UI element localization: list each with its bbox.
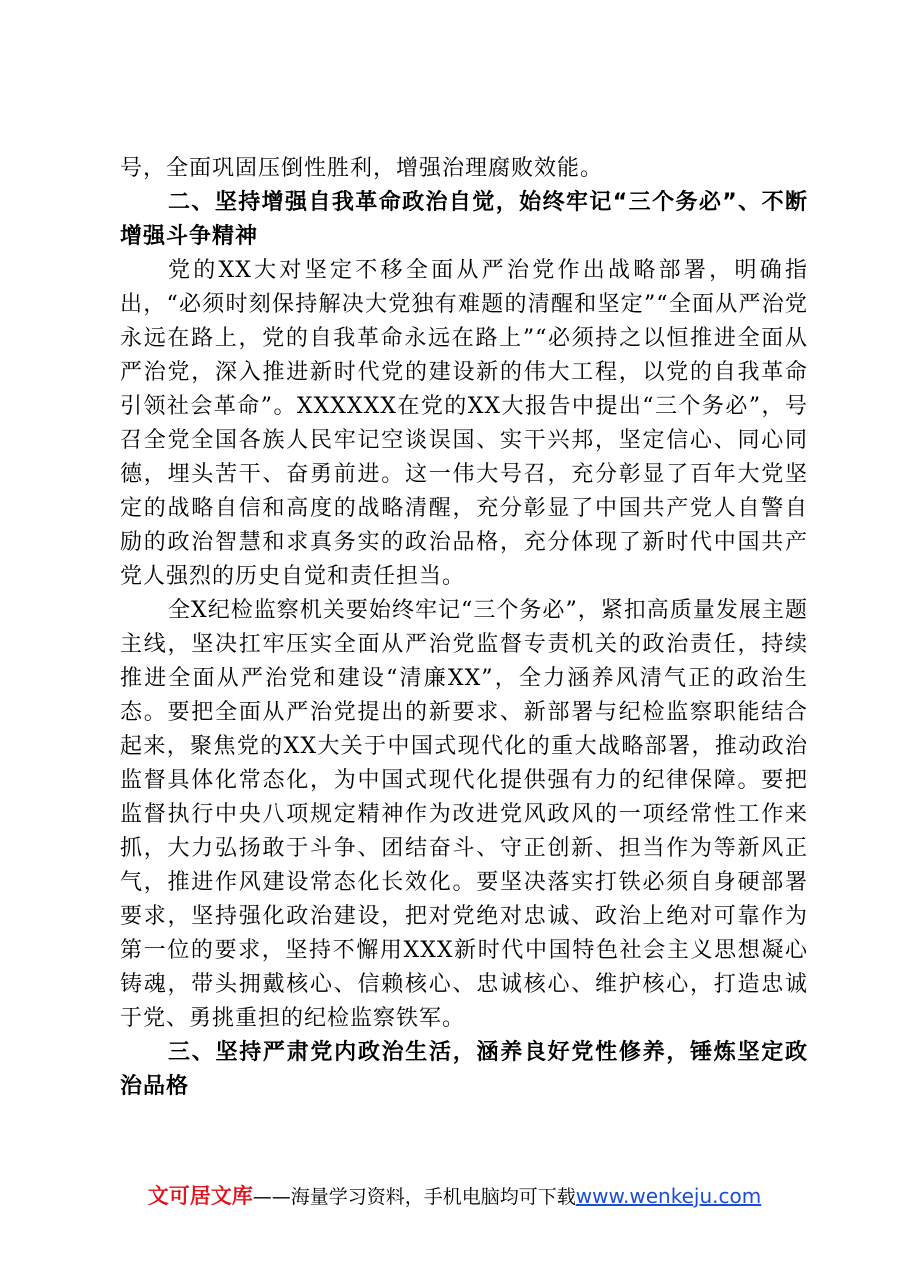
footer-link[interactable]: www.wenkeju.com — [575, 1184, 762, 1208]
section-heading-2: 二、坚持增强自我革命政治自觉，始终牢记“三个务必”、不断增强斗争精神 — [120, 190, 808, 249]
footer-banner — [0, 1180, 909, 1210]
footer-brand: 文可居文库 — [147, 1184, 253, 1208]
paragraph-body: 全X纪检监察机关要始终牢记“三个务必”，紧扣高质量发展主题主线，坚决扛牢压实全面从严治党监督专责机关的政治责任，持续推进全面从严治党和建设“清廉XX”，全力涵养风清气正的政治生态。要把全面从严治党提出的新要求、新部署与纪检监察职能结合起来，聚焦党的XX大关于中国式现代化的重大战略部署，推动政治监督具体化常态化，为中国式现代化提供强有力的纪律保障。要把监督执行中央八项规定精神作为改进党风政风的一项经常性工作来抓，大力弘扬敢于斗争、团结奋斗、守正创新、担当作为等新风正气，推进作风建设常态化长效化。要坚决落实打铁必须自身硬部署要求，坚持强化政治建设，把对党绝对忠诚、政治上绝对可靠作为第一位的要求，坚持不懈用XXX新时代中国特色社会主义思想凝心铸魂，带头拥戴核心、信赖核心、忠诚核心、维护核心，打造忠诚于党、勇挑重担的纪检监察铁军。 — [120, 598, 808, 1031]
section-heading-3: 三、坚持严肃党内政治生活，涵养良好党性修养，锤炼坚定政治品格 — [120, 1040, 808, 1099]
document-body — [120, 152, 808, 1104]
footer-slogan: ——海量学习资料，手机电脑均可下载 — [252, 1186, 576, 1208]
paragraph-continuation: 号，全面巩固压倒性胜利，增强治理腐败效能。 — [120, 156, 604, 181]
paragraph-body: 党的XX大对坚定不移全面从严治党作出战略部署，明确指出，“必须时刻保持解决大党独有难题的清醒和坚定”“全面从严治党永远在路上，党的自我革命永远在路上”“必须持之以恒推进全面从严治党，深入推进新时代党的建设新的伟大工程，以党的自我革命引领社会革命”。XXXXXX在党的XX大报告中提出“三个务必”，号召全党全国各族人民牢记空谈误国、实干兴邦，坚定信心、同心同德，埋头苦干、奋勇前进。这一伟大号召，充分彰显了百年大党坚定的战略自信和高度的战略清醒，充分彰显了中国共产党人自警自励的政治智慧和求真务实的政治品格，充分体现了新时代中国共产党人强烈的历史自觉和责任担当。 — [120, 258, 808, 589]
